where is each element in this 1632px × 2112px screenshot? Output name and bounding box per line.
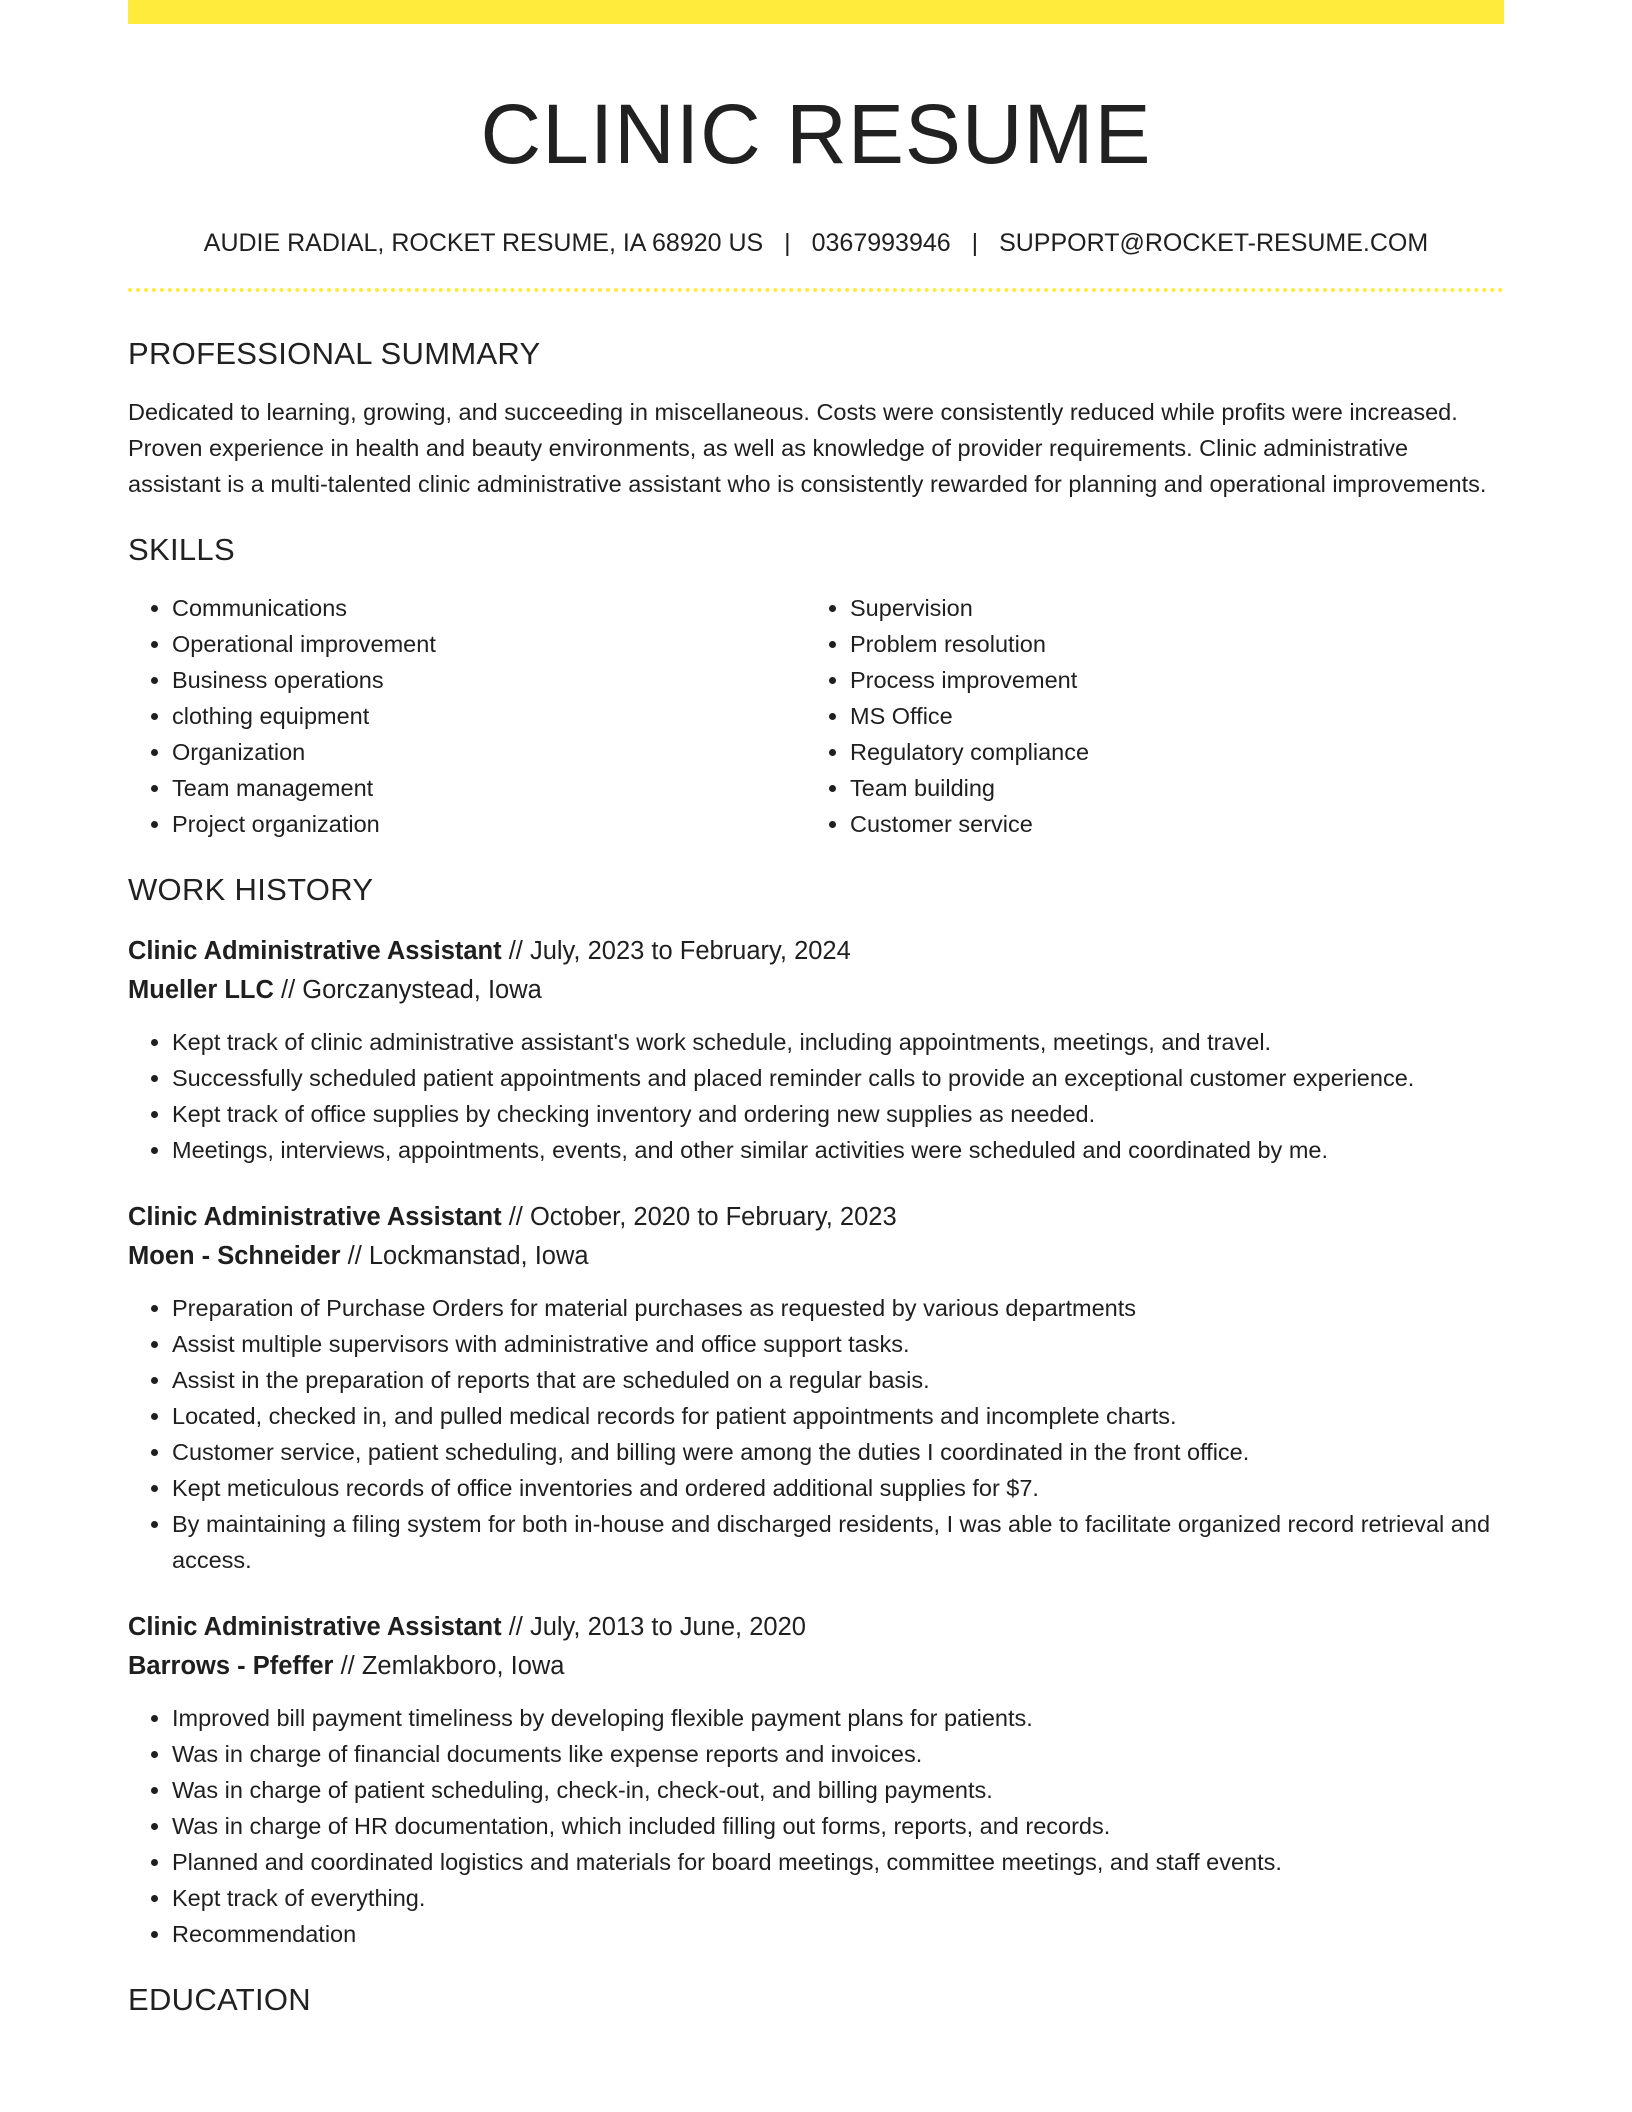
job-bullet: • Kept track of everything. xyxy=(172,1880,1504,1916)
job-bullet: • Kept meticulous records of office inventories and ordered additional supplies for $7. xyxy=(172,1470,1504,1506)
summary-text: Dedicated to learning, growing, and succeeding in miscellaneous. Costs were consistently reduced while profits were increased. Proven experience in health and beauty environments, as well as knowledge of provider requirements. Clinic administrative assistant is a multi-talented clinic administrative assistant who is consistently rewarded for planning and operational improvements. xyxy=(128,399,1487,497)
job-company: Barrows - Pfeffer xyxy=(128,1652,334,1680)
job-bullets xyxy=(128,1024,1504,1168)
job-bullet: • Kept track of clinic administrative assistant's work schedule, including appointments, meetings, and travel. xyxy=(172,1024,1504,1060)
dotted-divider xyxy=(128,288,1504,292)
skill-item: • Communications xyxy=(172,590,806,626)
job-bullet: • Assist in the preparation of reports that are scheduled on a regular basis. xyxy=(172,1362,1504,1398)
skill-item: • Business operations xyxy=(172,662,806,698)
job-bullet: • Kept track of office supplies by checking inventory and ordering new supplies as needed. xyxy=(172,1096,1504,1132)
contact-phone: 0367993946 xyxy=(811,229,951,257)
job-bullet: • Customer service, patient scheduling, and billing were among the duties I coordinated in the front office. xyxy=(172,1434,1504,1470)
skill-item: • Regulatory compliance xyxy=(850,734,1484,770)
job-bullet: • Preparation of Purchase Orders for material purchases as requested by various departments xyxy=(172,1290,1504,1326)
skill-item: • Team building xyxy=(850,770,1484,806)
summary-heading: PROFESSIONAL SUMMARY xyxy=(128,336,541,371)
skill-item: • Project organization xyxy=(172,806,806,842)
skill-item: • MS Office xyxy=(850,698,1484,734)
skill-item: • clothing equipment xyxy=(172,698,806,734)
contact-line xyxy=(128,226,1504,260)
job-bullet: • Was in charge of HR documentation, which included filling out forms, reports, and records. xyxy=(172,1808,1504,1844)
job-bullet: • Was in charge of financial documents like expense reports and invoices. xyxy=(172,1736,1504,1772)
skill-item: • Operational improvement xyxy=(172,626,806,662)
contact-email: SUPPORT@ROCKET-RESUME.COM xyxy=(999,229,1429,257)
job-bullet: • Located, checked in, and pulled medical records for patient appointments and incomplete charts. xyxy=(172,1398,1504,1434)
job-bullets xyxy=(128,1700,1504,1952)
job-bullet: • Was in charge of patient scheduling, check-in, check-out, and billing payments. xyxy=(172,1772,1504,1808)
job-company: Moen - Schneider xyxy=(128,1242,341,1270)
job-dates: // July, 2023 to February, 2024 xyxy=(501,937,851,965)
skill-item: • Organization xyxy=(172,734,806,770)
job-location: // Gorczanystead, Iowa xyxy=(273,976,542,1004)
job-bullet: • By maintaining a filing system for both in-house and discharged residents, I was able to facilitate organized record retrieval and access. xyxy=(172,1506,1504,1578)
contact-separator: | xyxy=(971,229,979,257)
job-bullet: • Assist multiple supervisors with administrative and office support tasks. xyxy=(172,1326,1504,1362)
job-bullet: • Improved bill payment timeliness by developing flexible payment plans for patients. xyxy=(172,1700,1504,1736)
job-bullet: • Meetings, interviews, appointments, events, and other similar activities were scheduled and coordinated by me. xyxy=(172,1132,1504,1168)
job-bullets xyxy=(128,1290,1504,1578)
skill-item: • Customer service xyxy=(850,806,1484,842)
job-bullet: • Successfully scheduled patient appointments and placed reminder calls to provide an exceptional customer experience. xyxy=(172,1060,1504,1096)
job-location: // Zemlakboro, Iowa xyxy=(333,1652,565,1680)
skill-item: • Team management xyxy=(172,770,806,806)
job-title: Clinic Administrative Assistant xyxy=(128,937,502,965)
job-dates: // July, 2013 to June, 2020 xyxy=(501,1613,806,1641)
job-title-line xyxy=(128,932,1504,971)
skill-item: • Supervision xyxy=(850,590,1484,626)
contact-separator: | xyxy=(784,229,791,257)
job-dates: // October, 2020 to February, 2023 xyxy=(501,1203,897,1231)
job-title: Clinic Administrative Assistant xyxy=(128,1613,502,1641)
job-location: // Lockmanstad, Iowa xyxy=(340,1242,589,1270)
work-history-heading: WORK HISTORY xyxy=(128,872,374,907)
contact-address: AUDIE RADIAL, ROCKET RESUME, IA 68920 US xyxy=(203,229,764,257)
job-entry xyxy=(128,1198,1504,1578)
job-company-line xyxy=(128,971,1504,1010)
skills-column-left xyxy=(128,590,806,842)
job-bullet: • Recommendation xyxy=(172,1916,1504,1952)
resume-page xyxy=(128,0,1504,2018)
education-heading: EDUCATION xyxy=(128,1982,311,2017)
accent-top-bar xyxy=(128,0,1504,24)
job-company-line xyxy=(128,1647,1504,1686)
job-title-line xyxy=(128,1608,1504,1647)
job-company-line xyxy=(128,1237,1504,1276)
job-title: Clinic Administrative Assistant xyxy=(128,1203,502,1231)
skill-item: • Problem resolution xyxy=(850,626,1484,662)
skills-column-right xyxy=(806,590,1484,842)
job-entry xyxy=(128,932,1504,1168)
resume-title: CLINIC RESUME xyxy=(480,87,1152,181)
job-entry xyxy=(128,1608,1504,1952)
job-bullet: • Planned and coordinated logistics and materials for board meetings, committee meetings, and staff events. xyxy=(172,1844,1504,1880)
job-title-line xyxy=(128,1198,1504,1237)
skill-item: • Process improvement xyxy=(850,662,1484,698)
skills-list xyxy=(128,590,1504,842)
job-company: Mueller LLC xyxy=(128,976,274,1004)
skills-heading: SKILLS xyxy=(128,532,235,567)
